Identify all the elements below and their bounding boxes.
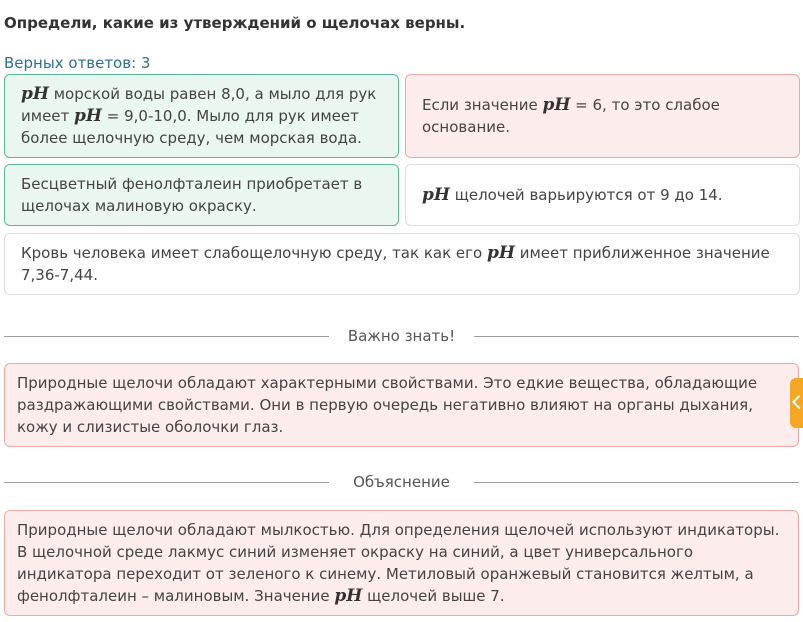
answer-text-part: щелочей варьируются от 9 до 14.	[449, 186, 723, 204]
chevron-left-icon	[792, 395, 803, 409]
divider-line	[4, 336, 329, 337]
important-note	[4, 363, 799, 447]
answer-card-ph-range[interactable]	[405, 164, 800, 226]
answer-card-phenolphthalein[interactable]	[4, 164, 399, 226]
divider-line	[4, 482, 329, 483]
explanation-text: Природные щелочи обладают мылкостью. Для определения щелочей используют индикаторы. В щелочной среде лакмус синий изменяет окраску на синий, а цвет универсального индикатора переходит от зеленого к синему. Метиловый оранжевый становится желтым, а фенолфталеин – малиновым. Значение	[17, 521, 780, 605]
important-heading: Важно знать!	[347, 327, 456, 345]
important-text: Природные щелочи обладают характерными свойствами. Это едкие вещества, обладающие раздражающими свойствами. Они в первую очередь негативно влияют на органы дыхания, кожу и слизистые оболочки глаз.	[17, 374, 758, 436]
answer-card-ph-6[interactable]	[405, 74, 800, 158]
question-title: Определи, какие из утверждений о щелочах верны.	[4, 14, 466, 32]
answer-text-part: Кровь человека имеет слабощелочную среду, так как его	[21, 244, 487, 262]
explanation-text-end: щелочей выше 7.	[362, 587, 505, 605]
answer-text-part: = 9,0-10,0. Мыло для рук имеет более щелочную среду, чем морская вода.	[21, 107, 362, 147]
ph-symbol: pH	[334, 586, 363, 606]
answer-card-text: Бесцветный фенолфталеин приобретает в щелочах малиновую окраску.	[21, 175, 363, 215]
answer-card-sea-water-ph[interactable]	[4, 74, 399, 158]
answer-card-text	[422, 184, 723, 206]
explanation-divider	[4, 472, 799, 492]
answer-text-part: Если значение	[422, 96, 543, 114]
divider-line	[474, 336, 799, 337]
divider-line	[474, 482, 799, 483]
ph-symbol: pH	[486, 243, 515, 263]
answer-card-blood-ph[interactable]	[4, 233, 800, 295]
answer-text-part: морской воды равен 8,0, а мыло для рук имеет	[21, 85, 377, 125]
ph-symbol: pH	[422, 185, 450, 205]
answer-card-text	[21, 83, 384, 149]
ph-symbol: pH	[21, 84, 49, 104]
answer-card-text	[21, 242, 785, 286]
answer-text-part: имеет приближенное значение 7,36-7,44.	[21, 244, 770, 284]
correct-answers-count: Верных ответов: 3	[4, 54, 151, 72]
explanation-heading: Объяснение	[353, 473, 450, 491]
answer-card-text	[422, 94, 785, 138]
ph-symbol: pH	[74, 106, 102, 126]
ph-symbol: pH	[542, 95, 571, 115]
explanation-note	[4, 510, 799, 616]
side-panel-toggle[interactable]	[790, 378, 803, 428]
important-divider	[4, 326, 799, 346]
answer-text-part: = 6, то это слабое основание.	[422, 96, 720, 136]
